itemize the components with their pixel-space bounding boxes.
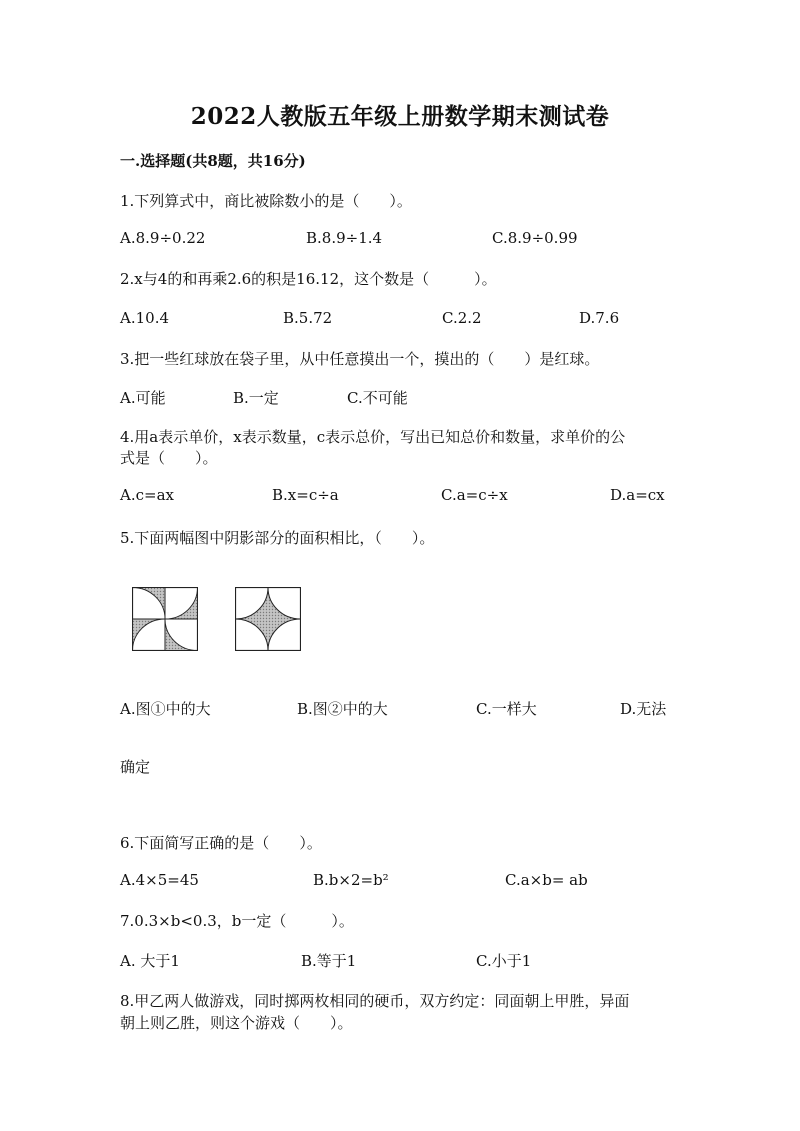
figure-2-star [235,587,301,651]
question-7-option-c: C.小于1 [476,952,532,970]
question-2-option-c: C.2.2 [442,309,482,327]
question-3-option-b: B.一定 [233,389,279,407]
question-1-option-c: C.8.9÷0.99 [492,229,578,247]
question-8-stem-line-2: 朝上则乙胜，则这个游戏（ ）。 [120,1014,353,1032]
question-5-option-d-wrap: 确定 [120,758,151,776]
section-heading: 一.选择题(共8题，共16分) [120,152,306,170]
question-5-stem: 5.下面两幅图中阴影部分的面积相比，（ ）。 [120,529,435,547]
figure-1-pinwheel [132,587,198,651]
question-4-option-c: C.a=c÷x [441,486,508,504]
question-2-option-d: D.7.6 [579,309,620,327]
question-2-stem: 2.x与4的和再乘2.6的积是16.12，这个数是（ ）。 [120,270,497,288]
question-1-option-a: A.8.9÷0.22 [120,229,206,247]
question-4-option-d: D.a=cx [610,486,665,504]
question-2-option-b: B.5.72 [283,309,333,327]
question-7-stem: 7.0.3×b<0.3，b一定（ ）。 [120,912,354,930]
question-8-stem-line-1: 8.甲乙两人做游戏，同时掷两枚相同的硬币，双方约定：同面朝上甲胜，异面 [120,992,630,1010]
question-3-option-c: C.不可能 [347,389,408,407]
question-4-option-b: B.x=c÷a [272,486,339,504]
question-3-option-a: A.可能 [120,389,166,407]
question-5-option-b: B.图②中的大 [297,700,388,718]
question-6-option-b: B.b×2=b² [313,871,389,889]
question-6-option-a: A.4×5=45 [120,871,199,889]
page-title: 2022人教版五年级上册数学期末测试卷 [190,103,610,130]
question-4-stem-line-1: 4.用a表示单价，x表示数量，c表示总价，写出已知总价和数量，求单价的公 [120,428,626,446]
question-4-stem-line-2: 式是（ ）。 [120,449,218,467]
question-1-option-b: B.8.9÷1.4 [306,229,383,247]
question-7-option-b: B.等于1 [301,952,357,970]
question-5-option-c: C.一样大 [476,700,537,718]
question-1-stem: 1.下列算式中，商比被除数小的是（ ）。 [120,192,412,210]
question-4-option-a: A.c=ax [120,486,174,504]
question-6-stem: 6.下面简写正确的是（ ）。 [120,834,322,852]
question-5-option-d: D.无法 [620,700,667,718]
question-5-option-a: A.图①中的大 [120,700,211,718]
question-6-option-c: C.a×b= ab [505,871,588,889]
question-7-option-a: A. 大于1 [120,952,180,970]
question-2-option-a: A.10.4 [120,309,169,327]
question-3-stem: 3.把一些红球放在袋子里，从中任意摸出一个，摸出的（ ）是红球。 [120,350,600,368]
